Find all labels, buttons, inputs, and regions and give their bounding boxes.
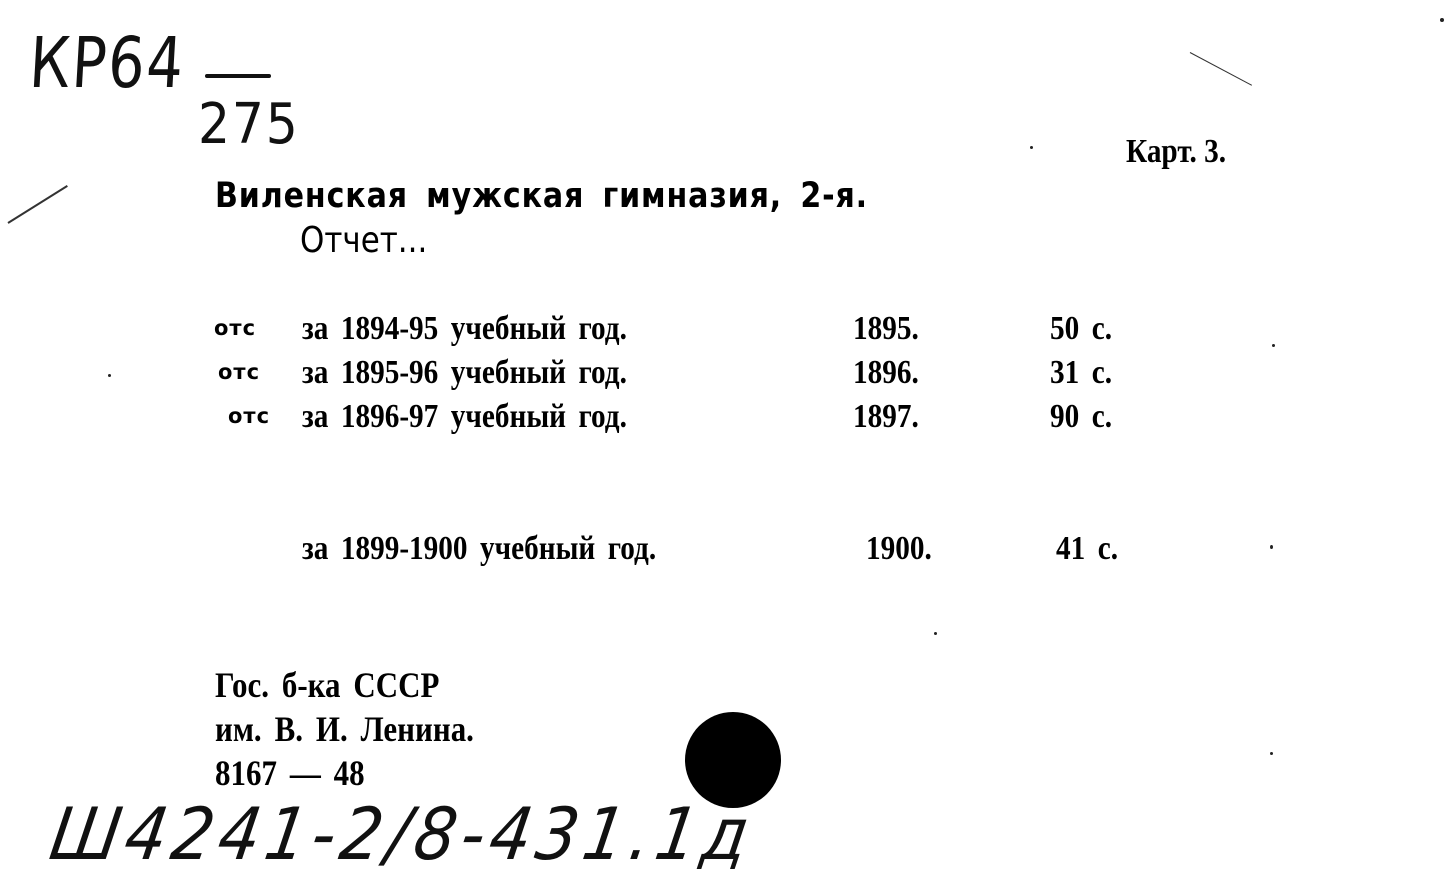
entry-year: 1900. (866, 530, 932, 567)
library-imprint-line2: им. В. И. Ленина. (215, 709, 474, 749)
card-subtitle: Отчет... (300, 220, 428, 261)
handwritten-mark: отс (214, 316, 257, 340)
scan-scratch (1190, 52, 1252, 86)
handwritten-inventory-number: Ш4241-2/8-431.1д (44, 792, 760, 876)
handwritten-shelfmark-line2: 275 (198, 92, 300, 157)
card-number: Карт. 3. (1126, 133, 1227, 170)
scan-speck (1270, 545, 1273, 549)
entry-year: 1897. (853, 398, 919, 435)
library-imprint-line3: 8167 — 48 (215, 753, 365, 793)
entry-period: за 1895-96 учебный год. (302, 354, 627, 391)
entry-year: 1896. (853, 354, 919, 391)
scan-speck (1440, 18, 1444, 22)
entry-period: за 1899-1900 учебный год. (302, 530, 657, 567)
handwritten-shelfmark-dash (205, 74, 271, 78)
entry-year: 1895. (853, 310, 919, 347)
entry-pages: 90 с. (1050, 398, 1113, 435)
handwritten-shelfmark-line1: КР64 (27, 22, 187, 104)
scan-speck (108, 374, 111, 377)
scan-speck (1270, 752, 1273, 755)
entry-period: за 1894-95 учебный год. (302, 310, 627, 347)
entry-pages: 41 с. (1056, 530, 1119, 567)
scan-speck (1030, 146, 1033, 149)
handwritten-mark: отс (218, 360, 261, 384)
library-imprint-line1: Гос. б-ка СССР (215, 665, 440, 705)
entry-period: за 1896-97 учебный год. (302, 398, 627, 435)
handwritten-mark: отс (228, 404, 271, 428)
scan-speck (934, 632, 937, 635)
scan-scratch (7, 185, 67, 224)
entry-pages: 50 с. (1050, 310, 1113, 347)
card-title: Виленская мужская гимназия, 2-я. (215, 176, 868, 216)
scan-speck (1272, 344, 1275, 347)
entry-pages: 31 с. (1050, 354, 1113, 391)
